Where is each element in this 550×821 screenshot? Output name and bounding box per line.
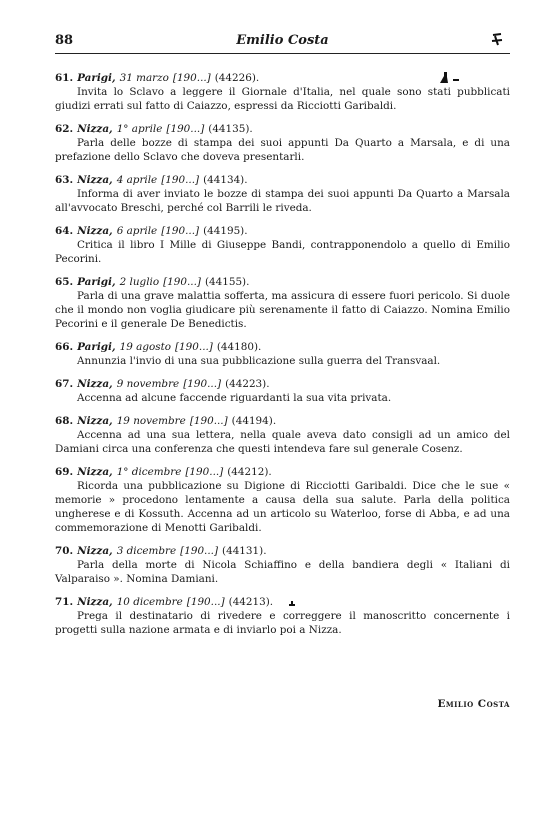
running-title: Emilio Costa bbox=[236, 33, 329, 48]
entry-archive-code: (44180). bbox=[216, 341, 262, 353]
entry-date: 1° dicembre bbox=[116, 466, 182, 478]
entry-place: Parigi, bbox=[77, 72, 116, 84]
entry-heading bbox=[55, 224, 510, 238]
letter-entry-65 bbox=[55, 275, 510, 331]
entry-year-bracket: [190...] bbox=[166, 123, 205, 135]
letter-entry-63 bbox=[55, 173, 510, 215]
entry-summary: Invita lo Sclavo a leggere il Giornale d'Italia, nel quale sono stati pubblicati giudizi errati sul fatto di Caiazzo, espressi da Ricciotti Garibaldi. bbox=[55, 86, 510, 112]
entry-place: Nizza, bbox=[77, 596, 113, 608]
letter-entry-69 bbox=[55, 465, 510, 535]
entry-place: Nizza, bbox=[77, 466, 113, 478]
entry-date: 6 aprile bbox=[116, 225, 158, 237]
entry-summary: Critica il libro I Mille di Giuseppe Bandi, contrapponendolo a quello di Emilio Pecorini. bbox=[55, 239, 510, 265]
entry-year-bracket: [190...] bbox=[186, 596, 225, 608]
entry-archive-code: (44195). bbox=[203, 225, 248, 237]
letter-entry-61 bbox=[55, 71, 510, 113]
letter-entry-64 bbox=[55, 224, 510, 266]
entry-date: 2 luglio bbox=[119, 276, 160, 288]
entry-heading bbox=[55, 414, 510, 428]
entry-place: Nizza, bbox=[77, 123, 113, 135]
entry-date: 19 agosto bbox=[119, 341, 171, 353]
entry-place: Parigi, bbox=[77, 276, 116, 288]
entry-heading bbox=[55, 377, 510, 391]
entry-archive-code: (44134). bbox=[203, 174, 248, 186]
page-header bbox=[55, 33, 510, 54]
entry-summary: Annunzia l'invio di una sua pubblicazione sulla guerra del Transvaal. bbox=[77, 355, 441, 367]
entry-archive-code: (44226). bbox=[214, 72, 260, 84]
entry-year-bracket: [190...] bbox=[172, 72, 211, 84]
signature: Emilio Costa bbox=[437, 698, 510, 710]
entry-year-bracket: [190...] bbox=[180, 545, 219, 557]
ink-mark-icon bbox=[490, 32, 504, 52]
entry-number: 62. bbox=[55, 123, 74, 135]
entry-summary: Accenna ad una sua lettera, nella quale aveva dato consigli ad un amico del Damiani circa una conferenza che questi intendeva fare sul generale Cosenz. bbox=[55, 429, 510, 455]
entry-date: 3 dicembre bbox=[116, 545, 177, 557]
entry-number: 68. bbox=[55, 415, 74, 427]
entry-number: 69. bbox=[55, 466, 74, 478]
entry-year-bracket: [190...] bbox=[185, 466, 224, 478]
letter-entry-62 bbox=[55, 122, 510, 164]
letter-entry-68 bbox=[55, 414, 510, 456]
entry-year-bracket: [190...] bbox=[183, 378, 222, 390]
entry-summary: Parla delle bozze di stampa dei suoi appunti Da Quarto a Marsala, e di una prefazione dello Sclavo che doveva presentarli. bbox=[55, 137, 510, 163]
entry-summary: Accenna ad alcune faccende riguardanti la sua vita privata. bbox=[77, 392, 392, 404]
entry-date: 19 novembre bbox=[116, 415, 186, 427]
entry-place: Parigi, bbox=[77, 341, 116, 353]
entry-summary: Parla della morte di Nicola Schiaffino e della bandiera degli « Italiani di Valparaiso ». Nomina Damiani. bbox=[55, 559, 510, 585]
entry-summary: Ricorda una pubblicazione su Digione di Ricciotti Garibaldi. Dice che le sue « memorie » procedono lentamente a causa della sua salute. Parla della politica ungherese e di Kossuth. Accenna ad un articolo su Waterloo, forse di Abba, e ad una commemorazione di Menotti Garibaldi. bbox=[55, 480, 510, 534]
entry-number: 64. bbox=[55, 225, 74, 237]
entry-archive-code: (44194). bbox=[231, 415, 277, 427]
ink-speck-icon bbox=[287, 595, 297, 609]
entry-number: 71. bbox=[55, 596, 74, 608]
entry-place: Nizza, bbox=[77, 174, 113, 186]
entry-year-bracket: [190...] bbox=[163, 276, 201, 288]
entry-heading bbox=[55, 71, 510, 85]
entry-summary: Prega il destinatario di rivedere e correggere il manoscritto concernente i progetti sulla nazione armata e di inviarlo poi a Nizza. bbox=[55, 610, 510, 636]
entry-place: Nizza, bbox=[77, 225, 113, 237]
entry-number: 70. bbox=[55, 545, 74, 557]
entry-number: 65. bbox=[55, 276, 74, 288]
entry-archive-code: (44135). bbox=[208, 123, 253, 135]
entry-heading bbox=[55, 275, 510, 289]
entry-date: 31 marzo bbox=[119, 72, 169, 84]
entry-date: 4 aprile bbox=[116, 174, 158, 186]
letter-entry-66 bbox=[55, 340, 510, 368]
entry-summary: Parla di una grave malattia sofferta, ma assicura di essere fuori pericolo. Si duole che il mondo non voglia giudicare più serenamente il fatto di Caiazzo. Nomina Emilio Pecorini e il generale De Benedictis. bbox=[55, 290, 510, 330]
entry-date: 9 novembre bbox=[116, 378, 180, 390]
entry-place: Nizza, bbox=[77, 378, 113, 390]
ink-blot-icon bbox=[438, 71, 460, 85]
entry-heading bbox=[55, 340, 510, 354]
entry-summary: Informa di aver inviato le bozze di stampa dei suoi appunti Da Quarto a Marsala all'avvocato Breschi, perché col Barrili le riveda. bbox=[55, 188, 510, 214]
page-number: 88 bbox=[55, 33, 74, 48]
entry-year-bracket: [190...] bbox=[189, 415, 228, 427]
entry-number: 66. bbox=[55, 341, 74, 353]
entry-archive-code: (44131). bbox=[222, 545, 267, 557]
entry-number: 67. bbox=[55, 378, 74, 390]
entry-heading bbox=[55, 122, 510, 136]
letter-entry-71 bbox=[55, 595, 510, 637]
entry-year-bracket: [190...] bbox=[161, 225, 200, 237]
entry-archive-code: (44213). bbox=[228, 596, 274, 608]
entry-date: 1° aprile bbox=[116, 123, 163, 135]
entry-number: 63. bbox=[55, 174, 74, 186]
entry-heading bbox=[55, 173, 510, 187]
letter-entry-67 bbox=[55, 377, 510, 405]
entry-place: Nizza, bbox=[77, 545, 113, 557]
entry-heading bbox=[55, 544, 510, 558]
entry-heading bbox=[55, 595, 510, 609]
entry-place: Nizza, bbox=[77, 415, 113, 427]
entry-date: 10 dicembre bbox=[116, 596, 183, 608]
entry-year-bracket: [190...] bbox=[175, 341, 213, 353]
entry-year-bracket: [190...] bbox=[161, 174, 200, 186]
letter-entry-70 bbox=[55, 544, 510, 586]
entry-heading bbox=[55, 465, 510, 479]
entry-archive-code: (44155). bbox=[204, 276, 250, 288]
entry-archive-code: (44212). bbox=[227, 466, 272, 478]
entry-number: 61. bbox=[55, 72, 74, 84]
entry-archive-code: (44223). bbox=[225, 378, 270, 390]
letter-list bbox=[55, 71, 510, 646]
